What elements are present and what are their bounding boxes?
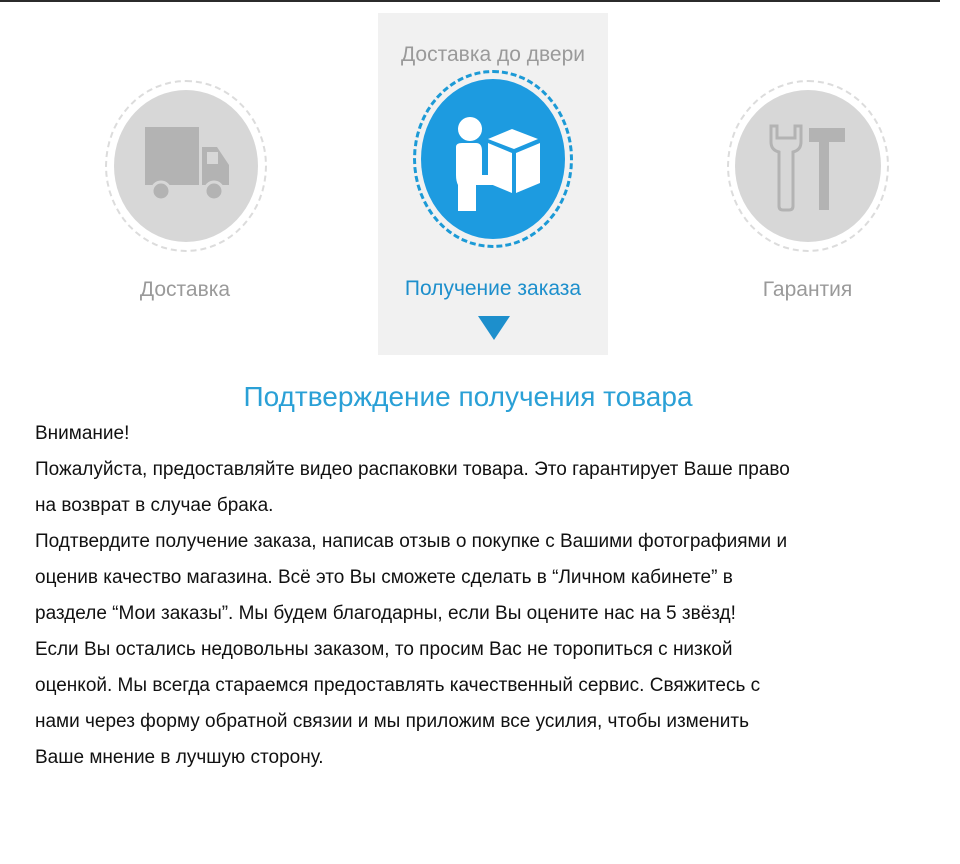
step-warranty — [715, 70, 900, 320]
text-line: разделе “Мои заказы”. Мы будем благодарны, если Вы оцените нас на 5 звёзд! — [35, 603, 736, 624]
text-line: Внимание! — [35, 423, 130, 444]
section-title: Подтверждение получения товара — [243, 381, 693, 412]
instructions-text — [35, 416, 935, 776]
text-line: Подтвердите получение заказа, написав отзыв о покупке с Вашими фотографиями и — [35, 531, 788, 552]
text-line: Ваше мнение в лучшую сторону. — [35, 747, 324, 768]
wrench-hammer-icon — [765, 122, 847, 212]
door-delivery-caption: Доставка до двери — [400, 43, 586, 66]
text-line: нами через форму обратной связии и мы приложим все усилия, чтобы изменить — [35, 711, 749, 732]
text-line: на возврат в случае брака. — [35, 495, 274, 516]
text-line: оценив качество магазина. Всё это Вы сможете сделать в “Личном кабинете” в — [35, 567, 733, 588]
person-with-box-icon — [454, 115, 546, 213]
step-receive-order — [378, 13, 608, 355]
step-warranty-label: Гарантия — [762, 278, 853, 301]
text-line: Если Вы остались недовольны заказом, то просим Вас не торопиться с низкой — [35, 639, 733, 660]
text-line: оценкой. Мы всегда стараемся предоставлять качественный сервис. Свяжитесь с — [35, 675, 761, 696]
truck-icon — [145, 125, 231, 205]
active-step-arrow-icon — [478, 316, 510, 340]
step-delivery-label: Доставка — [139, 278, 231, 301]
step-delivery — [95, 70, 275, 320]
top-divider — [0, 0, 940, 2]
text-line: Пожалуйста, предоставляйте видео распаковки товара. Это гарантирует Ваше право — [35, 459, 790, 480]
step-receive-label: Получение заказа — [404, 277, 582, 300]
